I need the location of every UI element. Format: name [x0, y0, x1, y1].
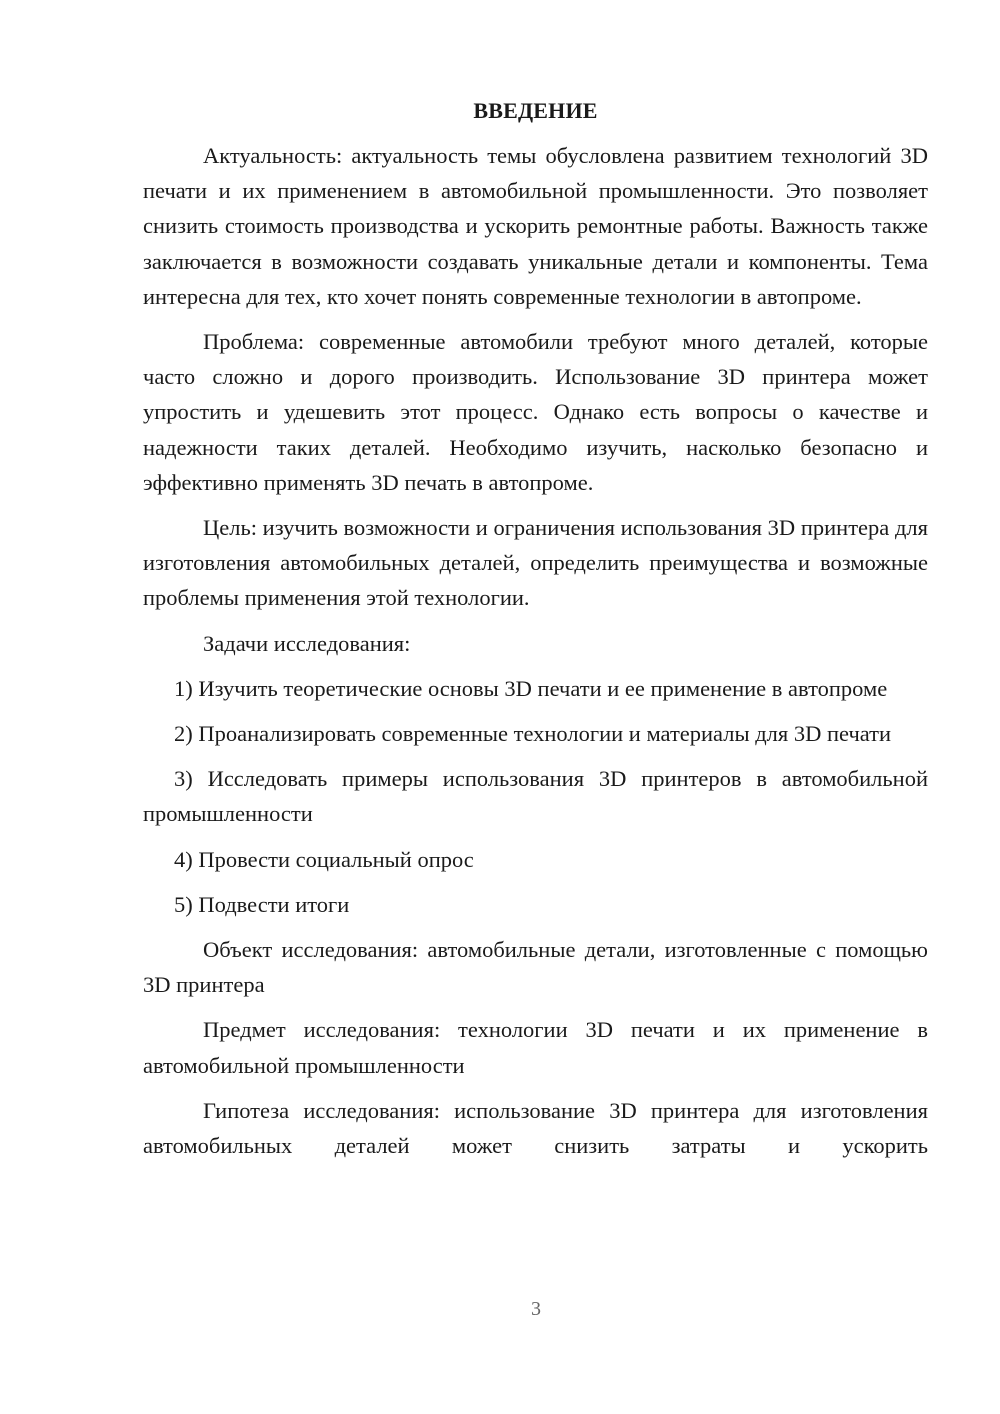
- goal-paragraph: Цель: изучить возможности и ограничения использования 3D принтера для изготовления автомобильных деталей, определить преимущества и возможные проблемы применения этой технологии.: [143, 515, 928, 611]
- task-item-2: 2) Проанализировать современные технологии и материалы для 3D печати: [174, 721, 892, 747]
- task-item-3: 3) Исследовать примеры использования 3D принтеров в автомобильной промышленности: [143, 766, 928, 827]
- page-content: [143, 96, 928, 1173]
- subject-paragraph: Предмет исследования: технологии 3D печати и их применение в автомобильной промышленности: [143, 1017, 928, 1078]
- relevance-paragraph: Актуальность: актуальность темы обусловлена развитием технологий 3D печати и их применением в автомобильной промышленности. Это позволяет снизить стоимость производства и ускорить ремонтные работы. Важность также заключается в возможности создавать уникальные детали и компоненты. Тема интересна для тех, кто хочет понять современные технологии в автопроме.: [143, 143, 928, 309]
- hypothesis-paragraph: Гипотеза исследования: использование 3D принтера для изготовления автомобильных деталей может снизить затраты и ускорить: [143, 1097, 928, 1159]
- problem-paragraph: Проблема: современные автомобили требуют много деталей, которые часто сложно и дорого производить. Использование 3D принтера может упростить и удешевить этот процесс. Однако есть вопросы о качестве и надежности таких деталей. Необходимо изучить, насколько безопасно и эффективно применять 3D печать в автопроме.: [143, 329, 928, 495]
- task-item-5: 5) Подвести итоги: [174, 891, 350, 917]
- section-heading: ВВЕДЕНИЕ: [473, 98, 598, 123]
- page-number: 3: [531, 1298, 541, 1320]
- task-item-1: 1) Изучить теоретические основы 3D печати и ее применение в автопроме: [174, 675, 888, 701]
- task-item-4: 4) Провести социальный опрос: [174, 846, 474, 872]
- tasks-title: Задачи исследования:: [203, 630, 411, 656]
- object-paragraph: Объект исследования: автомобильные детали, изготовленные с помощью 3D принтера: [143, 937, 928, 998]
